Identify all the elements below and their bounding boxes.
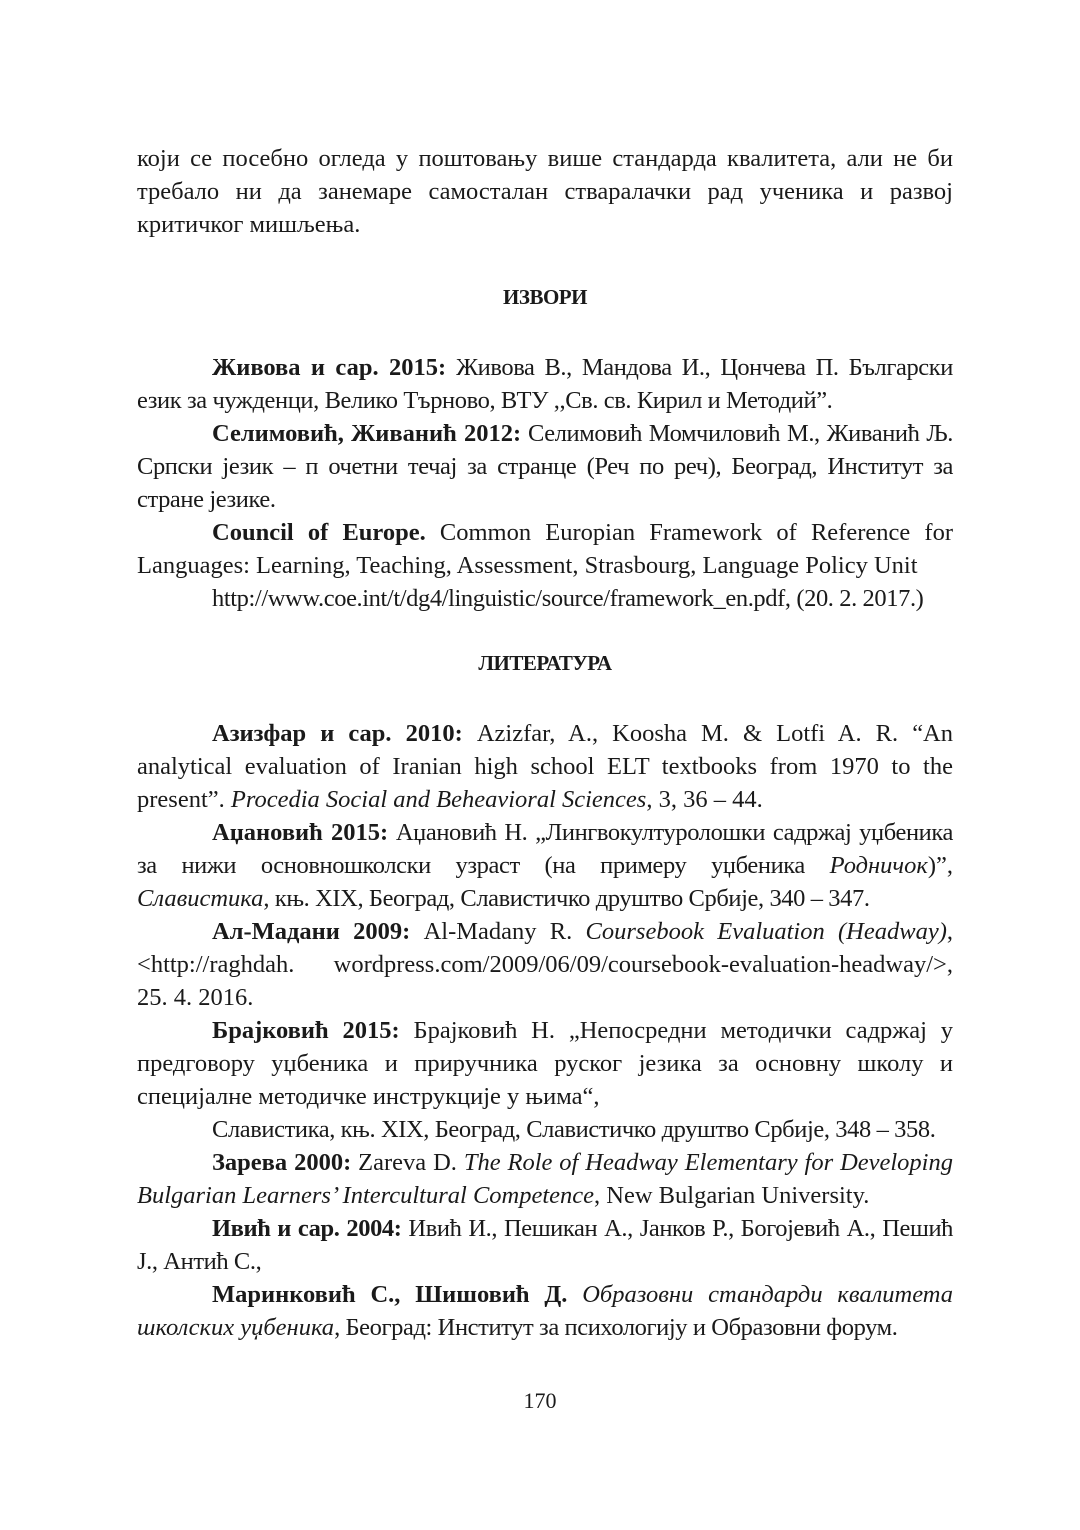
literature-title: Coursebook Evaluation (Headway) bbox=[585, 918, 947, 945]
literature-entry bbox=[137, 717, 953, 816]
source-text: Common Europian Framework of Reference for Languages: Learning, Teaching, Assessment, Strasbourg, Language Policy Unit bbox=[137, 519, 953, 579]
literature-heading: ЛИТЕРАТУРА bbox=[478, 651, 612, 675]
literature-entry bbox=[137, 1278, 953, 1344]
intro-paragraph bbox=[137, 142, 953, 241]
literature-text: Брајковић Н. „Непосредни методички садржај у предговору уџбеника и приручника руског језика за основну школу и специјалне методичке инструкције у њима“, bbox=[137, 1017, 954, 1110]
literature-entry bbox=[137, 915, 953, 1014]
literature-entry bbox=[137, 1146, 953, 1212]
source-url: http://www.coe.int/t/dg4/linguistic/source/framework_en.pdf, (20. 2. 2017.) bbox=[212, 585, 924, 612]
literature-tail: , <http://raghdah. wordpress.com/2009/06/09/coursebook-evaluation-headway/>, 25. 4. 2016. bbox=[137, 918, 953, 1011]
literature-key: Ал-Мадани 2009: bbox=[212, 918, 411, 945]
literature-text: Azizfar, A., Koosha M. & Lotfi A. R. “An analytical evaluation of Iranian high school ELT textbooks from 1970 to the present”. bbox=[137, 720, 954, 813]
literature-entry-continuation bbox=[137, 1113, 953, 1146]
sources-list bbox=[137, 351, 953, 615]
literature-tail: , књ. XIX, Београд, Славистичко друштво Србије, 348 – 358. bbox=[329, 1116, 936, 1143]
literature-entry bbox=[137, 816, 953, 915]
literature-key: Брајковић 2015: bbox=[212, 1017, 400, 1044]
literature-title: Образовни стандарди квалитета школских уџбеника bbox=[137, 1281, 954, 1341]
literature-text bbox=[567, 1281, 582, 1308]
source-entry bbox=[137, 351, 953, 417]
literature-key: Аџановић 2015: bbox=[212, 819, 389, 846]
literature-mid: )”, bbox=[927, 852, 953, 879]
literature-tail: , Београд: Институт за психологију и Образовни форум. bbox=[334, 1314, 898, 1341]
sources-heading: ИЗВОРИ bbox=[503, 285, 587, 309]
literature-text: Ивић И., Пешикан А., Јанков Р., Богојевић А., Пешић Ј., Антић С., bbox=[137, 1215, 953, 1275]
literature-entry bbox=[137, 1014, 953, 1113]
source-text: Живова В., Мандова И., Цончева П. Български език за чужденци, Велико Търново, ВТУ ,,Св. св. Кирил и Методий”. bbox=[137, 354, 953, 414]
source-entry bbox=[137, 516, 953, 582]
source-key: Council of Europe. bbox=[212, 519, 426, 546]
literature-key: Зарева 2000: bbox=[212, 1149, 352, 1176]
literature-text: Zareva D. bbox=[351, 1149, 464, 1176]
literature-key: Азизфар и сар. 2010: bbox=[212, 720, 463, 747]
literature-entry bbox=[137, 1212, 953, 1278]
literature-key: Ивић и сар. 2004: bbox=[212, 1215, 402, 1242]
literature-tail: , 3, 36 – 44. bbox=[646, 786, 763, 813]
intro-text: који се посебно огледа у поштовању више стандарда квалитета, али не би требало ни да занемаре самосталан стваралачки рад ученика и развој критичког мишљења. bbox=[137, 145, 953, 238]
page-number: 170 bbox=[523, 1388, 557, 1413]
literature-text: Аџановић Н. „Лингвокултуролошки садржај уџбеника за нижи основношколски узраст (на примеру уџбеника bbox=[137, 819, 953, 879]
source-key: Селимовић, Живанић 2012: bbox=[212, 420, 522, 447]
literature-tail: , књ. XIX, Београд, Славистичко друштво Србије, 340 – 347. bbox=[263, 885, 870, 912]
source-key: Живова и сар. 2015: bbox=[212, 354, 447, 381]
source-entry bbox=[137, 417, 953, 516]
literature-key: Маринковић С., Шишовић Д. bbox=[212, 1281, 568, 1308]
literature-title: Родничок bbox=[829, 852, 928, 879]
literature-list bbox=[137, 717, 953, 1344]
literature-title: The Role of Headway Elementary for Developing Bulgarian Learners’ Intercultural Competence bbox=[137, 1149, 953, 1209]
literature-text: Al-Madany R. bbox=[410, 918, 586, 945]
source-text: Селимовић Момчиловић М., Живанић Љ. Српски језик – п очетни течај за странце (Реч по реч), Београд, Институт за стране језике. bbox=[137, 420, 954, 513]
literature-journal: Славистика bbox=[137, 885, 264, 912]
literature-journal: Славистика bbox=[212, 1116, 330, 1143]
literature-title: Procedia Social and Beheavioral Sciences bbox=[230, 786, 647, 813]
page-content bbox=[137, 142, 953, 1344]
literature-tail: , New Bulgarian University. bbox=[594, 1182, 870, 1209]
